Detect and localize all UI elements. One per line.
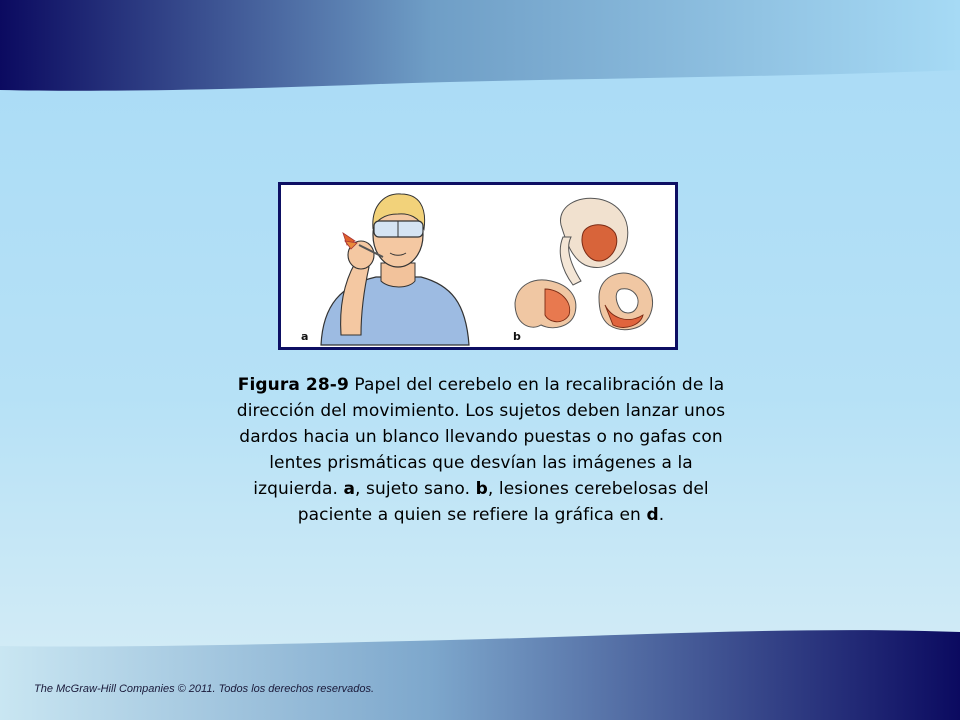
bottom-band — [0, 630, 960, 720]
figure-caption — [236, 372, 726, 528]
caption-text-4: . — [658, 505, 665, 525]
panel-b-label: b — [513, 330, 521, 343]
panel-a-person — [321, 194, 469, 345]
copyright-footer: The McGraw-Hill Companies © 2011. Todos los derechos reservados. — [34, 683, 375, 695]
panel-b-brain-sagittal — [560, 198, 628, 285]
caption-figure-label: Figura 28-9 — [237, 375, 349, 395]
top-band — [0, 0, 960, 91]
caption-text-2: , sujeto sano. — [355, 479, 476, 499]
caption-ref-a: a — [343, 479, 356, 499]
figure-frame — [278, 182, 678, 350]
panel-b-cerebellum-right — [599, 273, 652, 330]
panel-a-label: a — [301, 330, 309, 343]
figure-illustration — [281, 185, 675, 347]
caption-ref-d: d — [646, 505, 659, 525]
caption-text-1: Papel del cerebelo en la recalibración de la dirección del movimiento. Los sujetos deben lanzar unos dardos hacia un blanco llevando puestas o no gafas con lentes prismáticas que desvían las imágenes a la izquierda. — [236, 375, 726, 499]
caption-text-3: , lesiones cerebelosas del paciente a quien se refiere la gráfica en — [297, 479, 709, 525]
caption-ref-b: b — [475, 479, 488, 499]
panel-b-cerebellum-left — [515, 280, 576, 328]
